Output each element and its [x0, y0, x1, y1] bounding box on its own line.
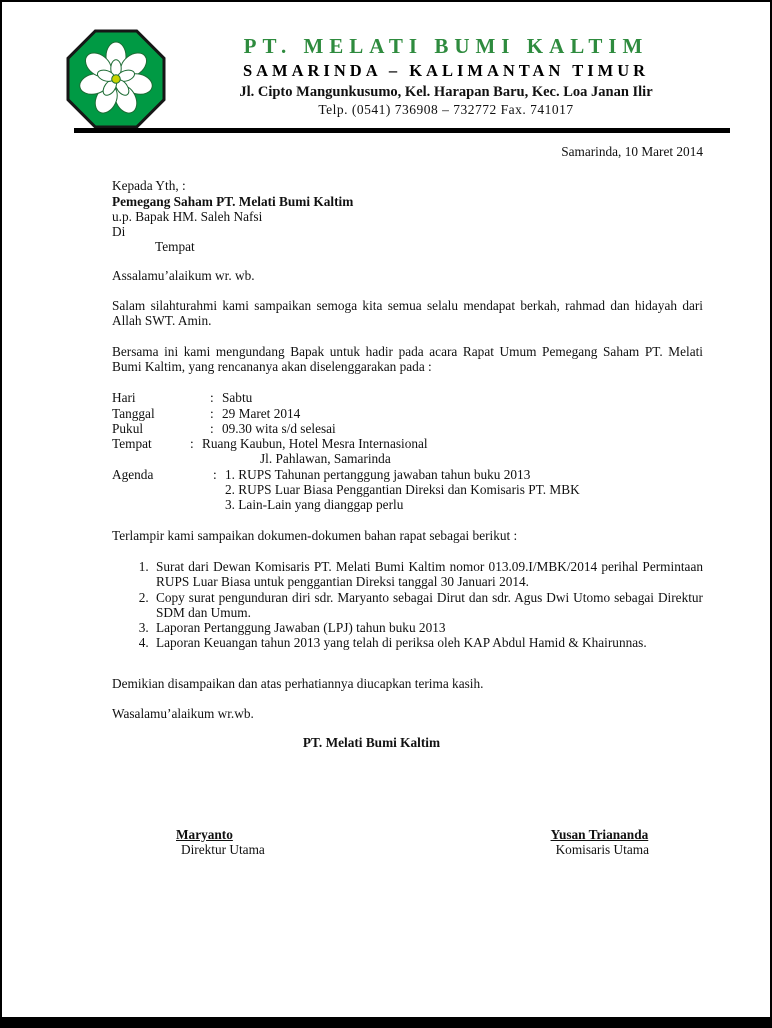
- document-item: 2. Copy surat pengunduran diri sdr. Maryanto sebagai Dirut dan sdr. Agus Dwi Utomo sebagai Direktur SDM dan Umum.: [152, 590, 703, 621]
- letterhead-text: [172, 34, 720, 118]
- schedule-value: 29 Maret 2014: [222, 405, 301, 421]
- paragraph-invitation: Bersama ini kami mengundang Bapak untuk hadir pada acara Rapat Umum Pemegang Saham PT. Melati Bumi Kaltim, yang rencananya akan diselenggarakan pada :: [112, 343, 703, 374]
- documents-list: [112, 559, 703, 651]
- signer-name: Yusan Triananda: [550, 826, 649, 842]
- schedule-label: Tempat: [112, 436, 152, 452]
- schedule-block: [112, 390, 703, 512]
- signer-title: Direktur Utama: [181, 841, 265, 857]
- company-phone-line: Telp. (0541) 736908 – 732772 Fax. 741017: [318, 102, 574, 117]
- schedule-separator: :: [213, 466, 217, 482]
- schedule-label: Hari: [112, 390, 136, 406]
- schedule-separator: :: [210, 405, 214, 421]
- recipient-salutation: Kepada Yth, :: [112, 178, 186, 194]
- schedule-value: Sabtu: [222, 390, 253, 406]
- page-footer-bar: [2, 1017, 770, 1026]
- date-line: Samarinda, 10 Maret 2014: [561, 144, 703, 159]
- paragraph-salam: Salam silahturahmi kami sampaikan semoga kita semua selalu mendapat berkah, rahmad dan hidayah dari Allah SWT. Amin.: [112, 298, 703, 329]
- schedule-label: Tanggal: [112, 405, 155, 421]
- recipient-attention: u.p. Bapak HM. Saleh Nafsi: [112, 208, 263, 224]
- recipient-di: Di: [112, 224, 126, 240]
- closing-line: Demikian disampaikan dan atas perhatiannya diucapkan terima kasih.: [112, 675, 484, 691]
- schedule-row-tanggal: [112, 406, 703, 421]
- document-item: 3. Laporan Pertanggung Jawaban (LPJ) tahun buku 2013: [152, 620, 703, 635]
- closing-salam: Wasalamu’alaikum wr.wb.: [112, 706, 254, 722]
- recipient-block: [112, 178, 703, 254]
- signer-title: Komisaris Utama: [555, 841, 649, 857]
- agenda-item: 3. Lain-Lain yang dianggap perlu: [225, 497, 404, 513]
- schedule-label: Pukul: [112, 420, 144, 436]
- recipient-name: Pemegang Saham PT. Melati Bumi Kaltim: [112, 193, 354, 209]
- schedule-separator: :: [190, 436, 194, 452]
- tempat-line-2: Jl. Pahlawan, Samarinda: [260, 451, 391, 467]
- tempat-line-1: Ruang Kaubun, Hotel Mesra Internasional: [202, 436, 428, 452]
- signer-name: Maryanto: [176, 826, 233, 842]
- company-logo: [66, 28, 166, 130]
- schedule-row-hari: [112, 390, 703, 405]
- schedule-value: [202, 436, 703, 467]
- document-item: 4. Laporan Keuangan tahun 2013 yang telah di periksa oleh KAP Abdul Hamid & Khairunnas.: [152, 635, 703, 650]
- signature-block: [112, 827, 703, 858]
- recipient-place: Tempat: [155, 239, 195, 255]
- letter-body: [2, 144, 770, 857]
- letterhead: [2, 2, 770, 135]
- opening-salam: Assalamu’alaikum wr. wb.: [112, 267, 255, 283]
- letterhead-divider: [74, 128, 730, 133]
- schedule-separator: :: [210, 390, 214, 406]
- agenda-item: 2. RUPS Luar Biasa Penggantian Direksi dan Komisaris PT. MBK: [225, 482, 580, 498]
- agenda-items: [225, 467, 703, 513]
- signature-left: [176, 827, 265, 858]
- schedule-row-tempat: [112, 436, 703, 467]
- company-city-line: SAMARINDA – KALIMANTAN TIMUR: [242, 61, 650, 80]
- schedule-row-pukul: [112, 421, 703, 436]
- schedule-row-agenda: [112, 467, 703, 513]
- schedule-value: 09.30 wita s/d selesai: [222, 420, 336, 436]
- melati-flower-icon: [66, 28, 166, 130]
- agenda-item: 1. RUPS Tahunan pertanggung jawaban tahun buku 2013: [225, 466, 531, 482]
- logo-flower-center: [112, 75, 121, 84]
- company-name: PT. MELATI BUMI KALTIM: [243, 34, 649, 58]
- signature-right: [551, 827, 649, 858]
- company-signoff: PT. Melati Bumi Kaltim: [302, 735, 441, 751]
- schedule-separator: :: [210, 420, 214, 436]
- attachments-intro: Terlampir kami sampaikan dokumen-dokumen bahan rapat sebagai berikut :: [112, 527, 518, 543]
- schedule-label: Agenda: [112, 466, 154, 482]
- company-address-line: Jl. Cipto Mangunkusumo, Kel. Harapan Baru, Kec. Loa Janan Ilir: [239, 84, 653, 100]
- document-item: 1. Surat dari Dewan Komisaris PT. Melati Bumi Kaltim nomor 013.09.I/MBK/2014 perihal Permintaan RUPS Luar Biasa untuk penggantian Direksi tanggal 30 Januari 2014.: [152, 559, 703, 590]
